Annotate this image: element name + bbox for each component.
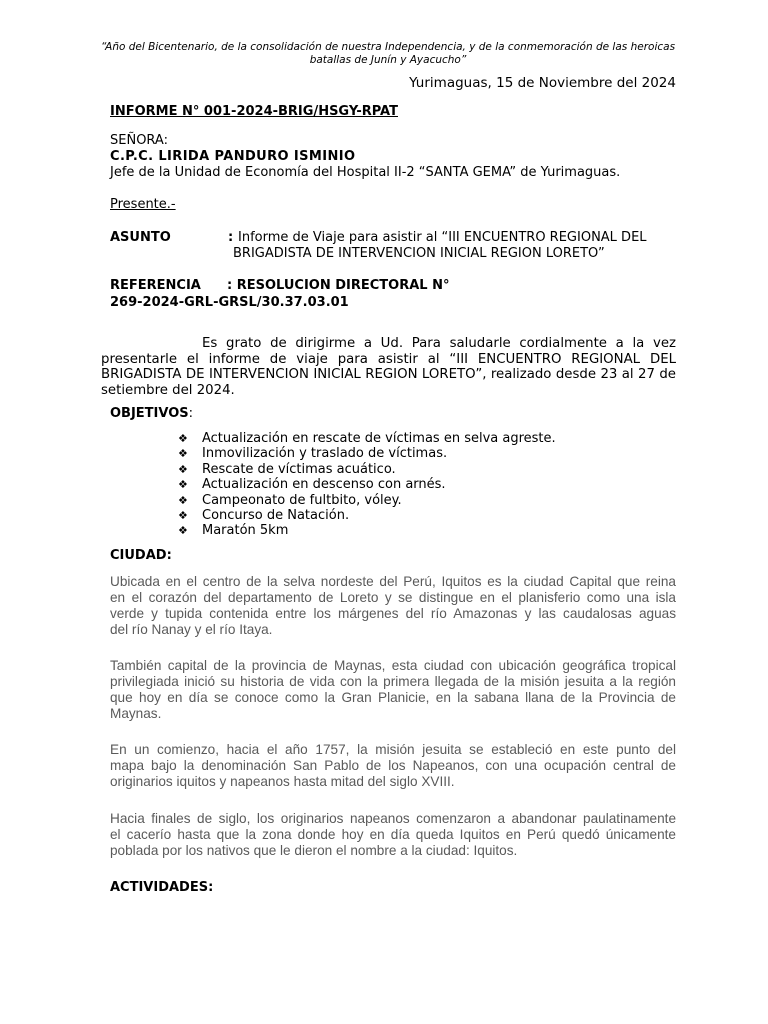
diamond-bullet-icon: ❖ <box>178 509 188 523</box>
objetivos-list <box>178 431 556 539</box>
referencia-line-2: 269-2024-GRL-GRSL/30.37.03.01 <box>110 295 349 310</box>
list-item: ❖ Maratón 5km <box>178 523 289 539</box>
diamond-bullet-icon: ❖ <box>178 462 188 476</box>
list-item: ❖ Actualización en rescate de víctimas en selva agreste. <box>178 431 556 446</box>
recipient-name: C.P.C. LIRIDA PANDURO ISMINIO <box>110 149 356 164</box>
asunto-line-1: Informe de Viaje para asistir al “III ENCUENTRO REGIONAL DEL <box>238 230 647 245</box>
objetivos-colon: : <box>188 406 194 421</box>
intro-line: setiembre del 2024. <box>101 382 235 398</box>
list-item: ❖ Concurso de Natación. <box>178 508 350 524</box>
diamond-bullet-icon: ❖ <box>178 432 188 445</box>
recipient-salutation: SEÑORA: <box>110 133 168 148</box>
ciudad-paragraph-1: Ubicada en el centro de la selva nordeste del Perú, Iquitos es la ciudad Capital que reina en el corazón del departamento de Loreto y se distingue en el planisferio como una isla verde y tupida contenida entre los márgenes del río Amazonas y las caudalosas aguas del río Nanay y el río Itaya. <box>110 574 676 637</box>
asunto-colon: : <box>228 230 234 245</box>
ciudad-paragraph-3: En un comienzo, hacia el año 1757, la misión jesuita se estableció en este punto del mapa bajo la denominación San Pablo de los Napeanos, con una ocupación central de originarios iquitos y napeanos hasta mitad del siglo XVIII. <box>110 742 676 789</box>
asunto-label: ASUNTO <box>110 230 171 245</box>
informe-title: INFORME N° 001-2024-BRIG/HSGY-RPAT <box>110 104 398 119</box>
ciudad-paragraph-2: También capital de la provincia de Maynas, esta ciudad con ubicación geográfica tropical privilegiada inició su historia de vida con la primera llegada de la misión jesuita a la región que hoy en día se conoce como la Gran Planicie, en la sabana llana de la Provincia de Maynas. <box>110 658 676 721</box>
asunto-line-2: BRIGADISTA DE INTERVENCION INICIAL REGION LORETO” <box>233 246 605 261</box>
list-item: ❖ Campeonato de fultbito, vóley. <box>178 492 402 508</box>
ciudad-title: CIUDAD: <box>110 548 172 563</box>
objetivos-title: OBJETIVOS <box>110 406 189 421</box>
diamond-bullet-icon: ❖ <box>178 447 188 461</box>
intro-line: BRIGADISTA DE INTERVENCION INICIAL REGION LORETO”, realizado desde 23 al 27 de <box>101 367 676 382</box>
diamond-bullet-icon: ❖ <box>178 493 188 507</box>
intro-line: presentarle el informe de viaje para asistir al “III ENCUENTRO REGIONAL DEL <box>101 351 676 367</box>
list-item: ❖ Actualización en descenso con arnés. <box>178 477 446 493</box>
actividades-title: ACTIVIDADES: <box>110 880 214 895</box>
diamond-bullet-icon: ❖ <box>178 478 188 492</box>
date-line: Yurimaguas, 15 de Noviembre del 2024 <box>409 75 676 91</box>
objetivos-heading <box>110 406 193 421</box>
referencia-line-1: : RESOLUCION DIRECTORAL N° <box>227 278 450 293</box>
presente-label: Presente.- <box>110 197 176 212</box>
diamond-bullet-icon: ❖ <box>178 524 188 538</box>
list-item: ❖ Inmovilización y traslado de víctimas. <box>178 446 448 462</box>
list-item: ❖ Rescate de víctimas acuático. <box>178 461 396 477</box>
header-motto: “Año del Bicentenario, de la consolidación de nuestra Independencia, y de la conmemoración de las heroicas batallas de Junín y Ayacucho” <box>100 41 676 66</box>
recipient-position: Jefe de la Unidad de Economía del Hospital II-2 “SANTA GEMA” de Yurimaguas. <box>110 165 621 180</box>
referencia-label: REFERENCIA <box>110 278 201 293</box>
ciudad-paragraph-4: Hacia finales de siglo, los originarios napeanos comenzaron a abandonar paulatinamente el cacerío hasta que la zona donde hoy en día queda Iquitos en Perú quedó únicamente poblada por los nativos que le dieron el nombre a la ciudad: Iquitos. <box>110 811 676 858</box>
intro-paragraph <box>101 336 676 398</box>
intro-line: Es grato de dirigirme a Ud. Para saludarle cordialmente a la vez <box>202 336 676 351</box>
